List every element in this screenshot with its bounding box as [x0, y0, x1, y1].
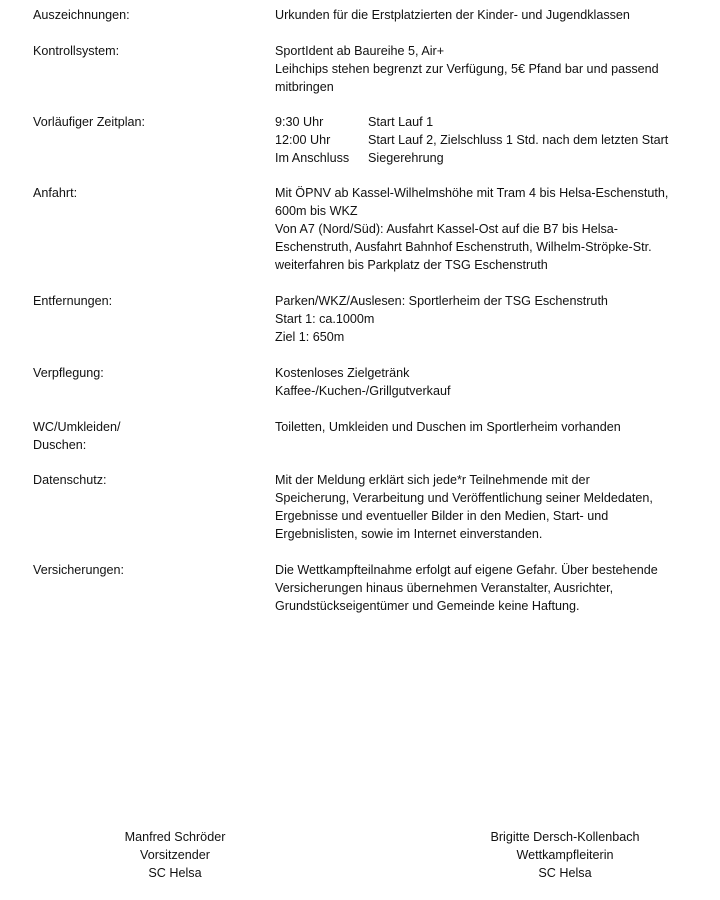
text-line: Von A7 (Nord/Süd): Ausfahrt Kassel-Ost auf die B7 bis Helsa- — [275, 222, 619, 236]
text-line: Parken/WKZ/Auslesen: Sportlerheim der TSG Eschenstruth — [275, 294, 608, 308]
text-line: Kostenloses Zielgetränk — [275, 366, 410, 380]
schedule-row — [275, 149, 703, 167]
schedule-row — [275, 131, 703, 149]
label-line: WC/Umkleiden/ — [33, 420, 121, 434]
text-line: Grundstückseigentümer und Gemeinde keine Haftung. — [275, 599, 580, 613]
text-line: Start 1: ca.1000m — [275, 312, 375, 326]
signature-role: Wettkampfleiterin — [516, 848, 614, 862]
label-auszeichnungen: Auszeichnungen: — [33, 8, 130, 22]
label-versicherungen: Versicherungen: — [33, 563, 125, 577]
label-wc — [33, 418, 253, 454]
text-line: Eschenstruth, Ausfahrt Bahnhof Eschenstruth, Wilhelm-Ströpke-Str. — [275, 240, 652, 254]
text-line: Versicherungen hinaus übernehmen Veranstalter, Ausrichter, — [275, 581, 614, 595]
text-line: Ergebnislisten, sowie im Internet einverstanden. — [275, 527, 543, 541]
text-line: weiterfahren bis Parkplatz der TSG Eschenstruth — [275, 258, 548, 272]
text-line: Ergebnisse und eventueller Bilder in den Medien, Start- und — [275, 509, 609, 523]
schedule-row — [275, 113, 703, 131]
schedule-time: Im Anschluss — [275, 151, 350, 165]
text-line: Ziel 1: 650m — [275, 330, 345, 344]
text-line: Urkunden für die Erstplatzierten der Kinder- und Jugendklassen — [275, 8, 630, 22]
text-line: Mit der Meldung erklärt sich jede*r Teilnehmende mit der — [275, 473, 590, 487]
label-verpflegung: Verpflegung: — [33, 366, 104, 380]
signature-name: Manfred Schröder — [124, 830, 226, 844]
content-kontrollsystem — [275, 42, 703, 96]
text-line: Toiletten, Umkleiden und Duschen im Sportlerheim vorhanden — [275, 420, 621, 434]
schedule-time: 9:30 Uhr — [275, 115, 324, 129]
schedule-time: 12:00 Uhr — [275, 133, 331, 147]
content-wc — [275, 418, 703, 436]
content-zeitplan — [275, 113, 703, 167]
label-zeitplan: Vorläufiger Zeitplan: — [33, 115, 146, 129]
text-line: Kaffee-/Kuchen-/Grillgutverkauf — [275, 384, 451, 398]
signature-role: Vorsitzender — [139, 848, 210, 862]
schedule-text: Start Lauf 1 — [368, 115, 434, 129]
signature-left — [55, 828, 295, 882]
text-line: 600m bis WKZ — [275, 204, 358, 218]
text-line: mitbringen — [275, 80, 334, 94]
label-anfahrt: Anfahrt: — [33, 186, 78, 200]
text-line: Speicherung, Verarbeitung und Veröffentlichung seiner Meldedaten, — [275, 491, 653, 505]
label-line: Duschen: — [33, 438, 87, 452]
text-line: SportIdent ab Baureihe 5, Air+ — [275, 44, 445, 58]
schedule-text: Start Lauf 2, Zielschluss 1 Std. nach dem letzten Start — [368, 133, 669, 147]
label-kontrollsystem: Kontrollsystem: — [33, 44, 120, 58]
text-line: Leihchips stehen begrenzt zur Verfügung, 5€ Pfand bar und passend — [275, 62, 659, 76]
schedule-text: Siegerehrung — [368, 151, 444, 165]
content-anfahrt — [275, 184, 703, 274]
label-entfernungen: Entfernungen: — [33, 294, 113, 308]
signature-club: SC Helsa — [538, 866, 592, 880]
signature-name: Brigitte Dersch-Kollenbach — [490, 830, 640, 844]
signature-right — [445, 828, 685, 882]
label-datenschutz: Datenschutz: — [33, 473, 107, 487]
content-verpflegung — [275, 364, 703, 400]
content-auszeichnungen — [275, 6, 703, 24]
text-line: Die Wettkampfteilnahme erfolgt auf eigene Gefahr. Über bestehende — [275, 563, 658, 577]
content-entfernungen — [275, 292, 703, 346]
text-line: Mit ÖPNV ab Kassel-Wilhelmshöhe mit Tram 4 bis Helsa-Eschenstuth, — [275, 186, 669, 200]
signature-club: SC Helsa — [148, 866, 202, 880]
content-datenschutz — [275, 471, 703, 543]
content-versicherungen — [275, 561, 703, 615]
